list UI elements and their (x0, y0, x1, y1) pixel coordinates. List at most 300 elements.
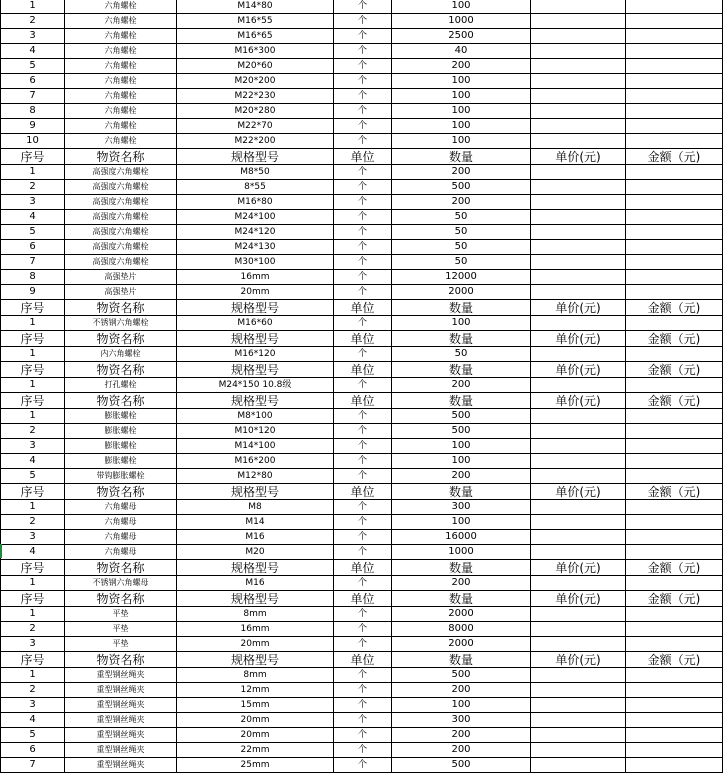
cell-spec[interactable]: M16*65 (177, 29, 334, 44)
cell-qty[interactable]: 50 (392, 347, 531, 362)
header-spec[interactable]: 规格型号 (177, 300, 334, 316)
header-qty[interactable]: 数量 (392, 149, 531, 165)
cell-amount[interactable] (626, 743, 723, 758)
cell-amount[interactable] (626, 89, 723, 104)
cell-price[interactable] (531, 347, 626, 362)
header-unit[interactable]: 单位 (334, 591, 392, 607)
cell-price[interactable] (531, 89, 626, 104)
cell-unit[interactable]: 个 (334, 698, 392, 713)
cell-name[interactable]: 六角螺栓 (65, 104, 177, 119)
cell-unit[interactable]: 个 (334, 134, 392, 149)
cell-spec[interactable]: 12mm (177, 683, 334, 698)
cell-price[interactable] (531, 195, 626, 210)
cell-no[interactable]: 7 (1, 758, 65, 773)
cell-unit[interactable]: 个 (334, 180, 392, 195)
cell-amount[interactable] (626, 285, 723, 300)
cell-qty[interactable]: 100 (392, 119, 531, 134)
header-spec[interactable]: 规格型号 (177, 393, 334, 409)
cell-unit[interactable]: 个 (334, 530, 392, 545)
cell-spec[interactable]: 20mm (177, 285, 334, 300)
cell-amount[interactable] (626, 515, 723, 530)
cell-name[interactable]: 高强度六角螺栓 (65, 255, 177, 270)
cell-no[interactable]: 2 (1, 515, 65, 530)
cell-unit[interactable]: 个 (334, 743, 392, 758)
cell-spec[interactable]: 8mm (177, 607, 334, 622)
cell-name[interactable]: 平垫 (65, 622, 177, 637)
cell-price[interactable] (531, 454, 626, 469)
cell-spec[interactable]: M22*70 (177, 119, 334, 134)
header-name[interactable]: 物资名称 (65, 362, 177, 378)
cell-spec[interactable]: M16*60 (177, 316, 334, 331)
cell-price[interactable] (531, 316, 626, 331)
cell-qty[interactable]: 100 (392, 0, 531, 14)
cell-amount[interactable] (626, 530, 723, 545)
header-price[interactable]: 单价(元) (531, 300, 626, 316)
cell-amount[interactable] (626, 545, 723, 560)
cell-price[interactable] (531, 576, 626, 591)
cell-name[interactable]: 六角螺栓 (65, 89, 177, 104)
cell-spec[interactable]: M20 (177, 545, 334, 560)
cell-no[interactable]: 4 (1, 454, 65, 469)
header-unit[interactable]: 单位 (334, 393, 392, 409)
cell-spec[interactable]: M24*130 (177, 240, 334, 255)
header-amount[interactable]: 金额（元) (626, 362, 723, 378)
cell-amount[interactable] (626, 134, 723, 149)
header-name[interactable]: 物资名称 (65, 652, 177, 668)
cell-price[interactable] (531, 104, 626, 119)
cell-qty[interactable]: 40 (392, 44, 531, 59)
cell-spec[interactable]: M20*280 (177, 104, 334, 119)
cell-amount[interactable] (626, 713, 723, 728)
header-no[interactable]: 序号 (1, 149, 65, 165)
cell-unit[interactable]: 个 (334, 378, 392, 393)
cell-qty[interactable]: 200 (392, 728, 531, 743)
cell-qty[interactable]: 100 (392, 454, 531, 469)
cell-no[interactable]: 3 (1, 637, 65, 652)
cell-amount[interactable] (626, 270, 723, 285)
cell-amount[interactable] (626, 240, 723, 255)
cell-spec[interactable]: 20mm (177, 637, 334, 652)
cell-amount[interactable] (626, 500, 723, 515)
cell-price[interactable] (531, 74, 626, 89)
cell-amount[interactable] (626, 698, 723, 713)
cell-no[interactable]: 6 (1, 240, 65, 255)
cell-spec[interactable]: M12*80 (177, 469, 334, 484)
cell-qty[interactable]: 200 (392, 469, 531, 484)
header-unit[interactable]: 单位 (334, 362, 392, 378)
cell-no[interactable]: 6 (1, 743, 65, 758)
cell-amount[interactable] (626, 119, 723, 134)
header-amount[interactable]: 金额（元) (626, 331, 723, 347)
cell-unit[interactable]: 个 (334, 500, 392, 515)
cell-no[interactable]: 1 (1, 347, 65, 362)
cell-qty[interactable]: 200 (392, 378, 531, 393)
cell-price[interactable] (531, 59, 626, 74)
cell-unit[interactable]: 个 (334, 607, 392, 622)
cell-qty[interactable]: 2000 (392, 285, 531, 300)
cell-spec[interactable]: M16*80 (177, 195, 334, 210)
cell-unit[interactable]: 个 (334, 622, 392, 637)
cell-amount[interactable] (626, 378, 723, 393)
cell-amount[interactable] (626, 165, 723, 180)
cell-price[interactable] (531, 698, 626, 713)
cell-price[interactable] (531, 728, 626, 743)
header-no[interactable]: 序号 (1, 484, 65, 500)
cell-amount[interactable] (626, 0, 723, 14)
cell-price[interactable] (531, 255, 626, 270)
header-amount[interactable]: 金额（元) (626, 393, 723, 409)
header-no[interactable]: 序号 (1, 331, 65, 347)
cell-amount[interactable] (626, 424, 723, 439)
header-price[interactable]: 单价(元) (531, 362, 626, 378)
cell-qty[interactable]: 100 (392, 515, 531, 530)
cell-spec[interactable]: 20mm (177, 713, 334, 728)
cell-no[interactable]: 1 (1, 576, 65, 591)
header-price[interactable]: 单价(元) (531, 591, 626, 607)
cell-spec[interactable]: 8*55 (177, 180, 334, 195)
cell-amount[interactable] (626, 225, 723, 240)
cell-amount[interactable] (626, 439, 723, 454)
header-qty[interactable]: 数量 (392, 300, 531, 316)
cell-no[interactable]: 1 (1, 316, 65, 331)
cell-spec[interactable]: M24*120 (177, 225, 334, 240)
header-no[interactable]: 序号 (1, 300, 65, 316)
cell-spec[interactable]: M16*300 (177, 44, 334, 59)
cell-amount[interactable] (626, 637, 723, 652)
cell-no[interactable]: 5 (1, 469, 65, 484)
cell-amount[interactable] (626, 44, 723, 59)
cell-no[interactable]: 1 (1, 607, 65, 622)
cell-qty[interactable]: 50 (392, 210, 531, 225)
cell-unit[interactable]: 个 (334, 0, 392, 14)
cell-no[interactable]: 5 (1, 225, 65, 240)
cell-qty[interactable]: 500 (392, 409, 531, 424)
cell-qty[interactable]: 8000 (392, 622, 531, 637)
cell-name[interactable]: 六角螺栓 (65, 0, 177, 14)
cell-spec[interactable]: 16mm (177, 622, 334, 637)
cell-price[interactable] (531, 119, 626, 134)
cell-spec[interactable]: M16*55 (177, 14, 334, 29)
cell-no[interactable]: 1 (1, 668, 65, 683)
cell-name[interactable]: 重型钢丝绳夹 (65, 668, 177, 683)
cell-amount[interactable] (626, 409, 723, 424)
cell-qty[interactable]: 1000 (392, 14, 531, 29)
cell-name[interactable]: 六角螺栓 (65, 44, 177, 59)
cell-qty[interactable]: 100 (392, 316, 531, 331)
cell-name[interactable]: 不锈钢六角螺栓 (65, 316, 177, 331)
cell-amount[interactable] (626, 180, 723, 195)
cell-unit[interactable]: 个 (334, 409, 392, 424)
cell-name[interactable]: 平垫 (65, 637, 177, 652)
cell-amount[interactable] (626, 454, 723, 469)
cell-unit[interactable]: 个 (334, 683, 392, 698)
cell-amount[interactable] (626, 683, 723, 698)
cell-price[interactable] (531, 44, 626, 59)
cell-amount[interactable] (626, 347, 723, 362)
cell-price[interactable] (531, 285, 626, 300)
cell-unit[interactable]: 个 (334, 74, 392, 89)
cell-qty[interactable]: 1000 (392, 545, 531, 560)
cell-spec[interactable]: M16 (177, 530, 334, 545)
header-name[interactable]: 物资名称 (65, 393, 177, 409)
cell-no[interactable]: 3 (1, 439, 65, 454)
header-no[interactable]: 序号 (1, 652, 65, 668)
cell-unit[interactable]: 个 (334, 668, 392, 683)
cell-qty[interactable]: 12000 (392, 270, 531, 285)
cell-spec[interactable]: 16mm (177, 270, 334, 285)
cell-qty[interactable]: 50 (392, 225, 531, 240)
cell-name[interactable]: 重型钢丝绳夹 (65, 683, 177, 698)
cell-amount[interactable] (626, 469, 723, 484)
header-name[interactable]: 物资名称 (65, 484, 177, 500)
cell-price[interactable] (531, 683, 626, 698)
cell-no[interactable]: 1 (1, 500, 65, 515)
cell-qty[interactable]: 2000 (392, 637, 531, 652)
cell-qty[interactable]: 500 (392, 424, 531, 439)
cell-name[interactable]: 六角螺母 (65, 545, 177, 560)
cell-no[interactable]: 3 (1, 530, 65, 545)
cell-name[interactable]: 膨胀螺栓 (65, 409, 177, 424)
cell-name[interactable]: 平垫 (65, 607, 177, 622)
cell-unit[interactable]: 个 (334, 454, 392, 469)
header-no[interactable]: 序号 (1, 560, 65, 576)
cell-qty[interactable]: 50 (392, 255, 531, 270)
cell-qty[interactable]: 100 (392, 134, 531, 149)
cell-unit[interactable]: 个 (334, 713, 392, 728)
cell-qty[interactable]: 500 (392, 758, 531, 773)
header-unit[interactable]: 单位 (334, 560, 392, 576)
cell-name[interactable]: 膨胀螺栓 (65, 439, 177, 454)
cell-price[interactable] (531, 180, 626, 195)
cell-price[interactable] (531, 225, 626, 240)
header-price[interactable]: 单价(元) (531, 652, 626, 668)
header-spec[interactable]: 规格型号 (177, 591, 334, 607)
cell-unit[interactable]: 个 (334, 255, 392, 270)
cell-no[interactable]: 10 (1, 134, 65, 149)
cell-qty[interactable]: 500 (392, 668, 531, 683)
cell-qty[interactable]: 100 (392, 698, 531, 713)
header-qty[interactable]: 数量 (392, 393, 531, 409)
header-name[interactable]: 物资名称 (65, 560, 177, 576)
cell-name[interactable]: 重型钢丝绳夹 (65, 743, 177, 758)
cell-unit[interactable]: 个 (334, 728, 392, 743)
header-unit[interactable]: 单位 (334, 484, 392, 500)
cell-price[interactable] (531, 270, 626, 285)
cell-spec[interactable]: 20mm (177, 728, 334, 743)
cell-name[interactable]: 高强度六角螺栓 (65, 225, 177, 240)
header-qty[interactable]: 数量 (392, 331, 531, 347)
cell-no[interactable]: 4 (1, 210, 65, 225)
cell-unit[interactable]: 个 (334, 165, 392, 180)
cell-name[interactable]: 六角螺母 (65, 530, 177, 545)
cell-qty[interactable]: 100 (392, 439, 531, 454)
cell-name[interactable]: 高强度六角螺栓 (65, 180, 177, 195)
cell-qty[interactable]: 200 (392, 165, 531, 180)
cell-name[interactable]: 高强垫片 (65, 285, 177, 300)
cell-unit[interactable]: 个 (334, 195, 392, 210)
cell-name[interactable]: 六角螺栓 (65, 59, 177, 74)
cell-unit[interactable]: 个 (334, 104, 392, 119)
cell-unit[interactable]: 个 (334, 469, 392, 484)
cell-unit[interactable]: 个 (334, 210, 392, 225)
cell-spec[interactable]: 15mm (177, 698, 334, 713)
cell-amount[interactable] (626, 74, 723, 89)
cell-no[interactable]: 3 (1, 195, 65, 210)
cell-spec[interactable]: M16*200 (177, 454, 334, 469)
cell-no[interactable]: 1 (1, 409, 65, 424)
cell-no[interactable]: 2 (1, 180, 65, 195)
cell-no[interactable]: 9 (1, 119, 65, 134)
cell-amount[interactable] (626, 104, 723, 119)
cell-no[interactable]: 7 (1, 89, 65, 104)
header-name[interactable]: 物资名称 (65, 300, 177, 316)
cell-amount[interactable] (626, 195, 723, 210)
cell-name[interactable]: 六角螺栓 (65, 29, 177, 44)
header-price[interactable]: 单价(元) (531, 149, 626, 165)
header-unit[interactable]: 单位 (334, 300, 392, 316)
header-amount[interactable]: 金额（元) (626, 300, 723, 316)
cell-unit[interactable]: 个 (334, 316, 392, 331)
cell-unit[interactable]: 个 (334, 545, 392, 560)
header-price[interactable]: 单价(元) (531, 560, 626, 576)
cell-price[interactable] (531, 758, 626, 773)
cell-price[interactable] (531, 469, 626, 484)
cell-no[interactable]: 7 (1, 255, 65, 270)
cell-spec[interactable]: M10*120 (177, 424, 334, 439)
cell-name[interactable]: 不锈钢六角螺母 (65, 576, 177, 591)
cell-no[interactable]: 2 (1, 622, 65, 637)
cell-spec[interactable]: 22mm (177, 743, 334, 758)
cell-price[interactable] (531, 240, 626, 255)
cell-no[interactable]: 5 (1, 59, 65, 74)
cell-qty[interactable]: 200 (392, 743, 531, 758)
cell-spec[interactable]: M20*60 (177, 59, 334, 74)
cell-qty[interactable]: 100 (392, 104, 531, 119)
cell-spec[interactable]: M14*80 (177, 0, 334, 14)
header-spec[interactable]: 规格型号 (177, 331, 334, 347)
cell-price[interactable] (531, 500, 626, 515)
cell-price[interactable] (531, 14, 626, 29)
cell-no[interactable]: 5 (1, 728, 65, 743)
cell-price[interactable] (531, 515, 626, 530)
cell-qty[interactable]: 2500 (392, 29, 531, 44)
cell-spec[interactable]: 8mm (177, 668, 334, 683)
header-amount[interactable]: 金额（元) (626, 560, 723, 576)
cell-qty[interactable]: 100 (392, 89, 531, 104)
cell-unit[interactable]: 个 (334, 270, 392, 285)
cell-unit[interactable]: 个 (334, 119, 392, 134)
cell-price[interactable] (531, 530, 626, 545)
cell-spec[interactable]: M8 (177, 500, 334, 515)
cell-qty[interactable]: 300 (392, 713, 531, 728)
cell-name[interactable]: 打孔螺栓 (65, 378, 177, 393)
cell-qty[interactable]: 50 (392, 240, 531, 255)
header-amount[interactable]: 金额（元) (626, 149, 723, 165)
cell-amount[interactable] (626, 210, 723, 225)
header-spec[interactable]: 规格型号 (177, 149, 334, 165)
cell-spec[interactable]: M30*100 (177, 255, 334, 270)
cell-qty[interactable]: 200 (392, 576, 531, 591)
cell-name[interactable]: 带钩膨胀螺栓 (65, 469, 177, 484)
cell-name[interactable]: 重型钢丝绳夹 (65, 713, 177, 728)
cell-unit[interactable]: 个 (334, 347, 392, 362)
header-unit[interactable]: 单位 (334, 149, 392, 165)
cell-unit[interactable]: 个 (334, 89, 392, 104)
header-amount[interactable]: 金额（元) (626, 484, 723, 500)
cell-qty[interactable]: 100 (392, 74, 531, 89)
cell-amount[interactable] (626, 728, 723, 743)
header-no[interactable]: 序号 (1, 393, 65, 409)
cell-amount[interactable] (626, 29, 723, 44)
header-qty[interactable]: 数量 (392, 652, 531, 668)
cell-spec[interactable]: M16*120 (177, 347, 334, 362)
cell-price[interactable] (531, 607, 626, 622)
cell-name[interactable]: 重型钢丝绳夹 (65, 758, 177, 773)
header-qty[interactable]: 数量 (392, 591, 531, 607)
cell-spec[interactable]: M16 (177, 576, 334, 591)
cell-spec[interactable]: M24*150 10.8级 (177, 378, 334, 393)
header-qty[interactable]: 数量 (392, 560, 531, 576)
cell-no[interactable]: 1 (1, 0, 65, 14)
cell-spec[interactable]: M8*100 (177, 409, 334, 424)
cell-no[interactable]: 3 (1, 29, 65, 44)
cell-amount[interactable] (626, 576, 723, 591)
cell-qty[interactable]: 300 (392, 500, 531, 515)
cell-amount[interactable] (626, 607, 723, 622)
cell-unit[interactable]: 个 (334, 424, 392, 439)
cell-unit[interactable]: 个 (334, 29, 392, 44)
cell-unit[interactable]: 个 (334, 515, 392, 530)
header-unit[interactable]: 单位 (334, 652, 392, 668)
header-spec[interactable]: 规格型号 (177, 484, 334, 500)
cell-amount[interactable] (626, 59, 723, 74)
cell-no[interactable]: 9 (1, 285, 65, 300)
cell-qty[interactable]: 16000 (392, 530, 531, 545)
cell-spec[interactable]: M14*100 (177, 439, 334, 454)
header-amount[interactable]: 金额（元) (626, 652, 723, 668)
cell-name[interactable]: 六角螺栓 (65, 74, 177, 89)
header-name[interactable]: 物资名称 (65, 591, 177, 607)
cell-spec[interactable]: M24*100 (177, 210, 334, 225)
cell-unit[interactable]: 个 (334, 240, 392, 255)
cell-name[interactable]: 高强垫片 (65, 270, 177, 285)
header-spec[interactable]: 规格型号 (177, 560, 334, 576)
cell-amount[interactable] (626, 668, 723, 683)
cell-no[interactable]: 4 (1, 545, 65, 560)
cell-unit[interactable]: 个 (334, 637, 392, 652)
cell-no[interactable]: 4 (1, 44, 65, 59)
cell-no[interactable]: 8 (1, 104, 65, 119)
header-no[interactable]: 序号 (1, 591, 65, 607)
cell-spec[interactable]: M20*200 (177, 74, 334, 89)
cell-unit[interactable]: 个 (334, 225, 392, 240)
cell-unit[interactable]: 个 (334, 439, 392, 454)
cell-qty[interactable]: 500 (392, 180, 531, 195)
cell-amount[interactable] (626, 14, 723, 29)
cell-spec[interactable]: M22*200 (177, 134, 334, 149)
cell-unit[interactable]: 个 (334, 758, 392, 773)
cell-no[interactable]: 3 (1, 698, 65, 713)
cell-spec[interactable]: 25mm (177, 758, 334, 773)
cell-qty[interactable]: 200 (392, 195, 531, 210)
cell-price[interactable] (531, 378, 626, 393)
cell-price[interactable] (531, 0, 626, 14)
cell-name[interactable]: 重型钢丝绳夹 (65, 698, 177, 713)
cell-name[interactable]: 膨胀螺栓 (65, 454, 177, 469)
cell-price[interactable] (531, 439, 626, 454)
cell-spec[interactable]: M8*50 (177, 165, 334, 180)
cell-price[interactable] (531, 29, 626, 44)
